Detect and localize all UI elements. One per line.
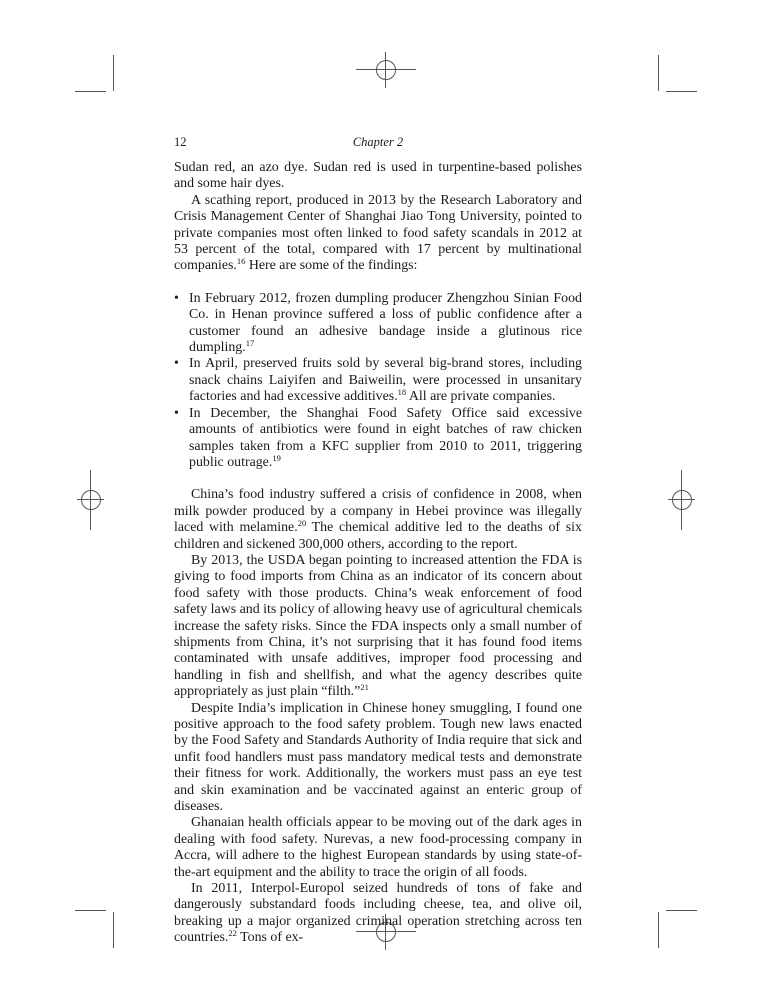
footnote-ref-19: 19 (272, 452, 281, 463)
footnote-ref-17: 17 (245, 338, 255, 349)
crop-mark-bottom-left-vertical (113, 912, 114, 948)
footnote-ref-22: 22 (228, 928, 237, 939)
chapter-title: Chapter 2 (352, 135, 404, 149)
footnote-ref-18: 18 (397, 387, 407, 398)
page-number: 12 (174, 135, 187, 149)
paragraph-1: Sudan red, an azo dye. Sudan red is used in turpentine-based polishes and some hair dyes. (174, 160, 582, 192)
footnote-ref-20: 20 (297, 518, 307, 529)
crop-mark-top-left-vertical (113, 55, 114, 91)
list-item: • In April, preserved fruits sold by several big-brand stores, including snack chains Laiyifen and Baiweilin, were processed in unsanitary factories and had excessive additives.$^{18}$ All are private companies. (174, 356, 582, 405)
footnote-ref-16: 16 (236, 256, 246, 267)
list-item: • In February 2012, frozen dumpling producer Zhengzhou Sinian Food Co. in Henan province suffered a loss of public confidence after a customer found an adhesive bandage inside a glutinous rice dumpling.$^{17}$ (174, 290, 582, 356)
list-item: • In December, the Shanghai Food Safety Office said excessive amounts of antibiotics were found in eight batches of raw chicken samples taken from a KFC supplier from 2010 to 2011, triggering public outrage.$^{19}$ (174, 405, 582, 470)
paragraph-5: Despite India’s implication in Chinese honey smuggling, I found one positive approach to the food safety problem. Tough new laws enacted by the Food Safety and Standards Authority of India require that sick and unfit food handlers must pass mandatory medical tests and demonstrate their fitness for work. Additionally, the workers must pass an eye test and skin examination and be vaccinated against an enteric group of diseases. (174, 700, 582, 815)
footnote-ref-21: 21 (360, 682, 369, 693)
paragraph-4: By 2013, the USDA began pointing to increased attention the FDA is giving to food imports from China as an indicator of its concern about food safety with those products. China’s weak enforcement of food safety laws and its policy of allowing heavy use of agricultural chemicals increase the safety risks. Since the FDA inspects only a small number of shipments from China, it’s not surprising that it has found food items contaminated with unsafe additives, improper food processing and handling in fish and shellfish, and what the agency describes quite appropriately as just plain “filth.”$^{21}$ (174, 552, 582, 700)
page-body (174, 160, 582, 947)
paragraph-6: Ghanaian health officials appear to be moving out of the dark ages in dealing with food safety. Nurevas, a new food-processing company in Accra, will adhere to the highest European standards by using state-of-the-art equipment and the ability to trace the origin of all foods. (174, 815, 582, 880)
crop-mark-top-right-vertical (658, 55, 659, 91)
paragraph-3: China’s food industry suffered a crisis of confidence in 2008, when milk powder produced by a company in Hebei province was illegally laced with melamine.$^{20}$ The chemical additive led to the deaths of six children and sickened 300,000 others, according to the report. (174, 487, 582, 552)
crop-mark-bottom-left-horizontal (75, 910, 106, 911)
crop-mark-bottom-right-vertical (658, 912, 659, 948)
crop-mark-bottom-right-horizontal (666, 910, 697, 911)
findings-list (174, 291, 582, 471)
crop-mark-top-right-horizontal (666, 91, 697, 92)
paragraph-2: A scathing report, produced in 2013 by the Research Laboratory and Crisis Management Center of Shanghai Jiao Tong University, pointed to private companies most often linked to food safety scandals in 2012 at 53 percent of the total, compared with 17 percent by multinational companies.$^{16}$ Here are some of the findings: (174, 192, 582, 274)
paragraph-7: In 2011, Interpol-Europol seized hundreds of tons of fake and dangerously substandard foods including cheese, tea, and olive oil, breaking up a major organized criminal operation stretching across ten countries.$^{22}$ Tons of ex- (174, 881, 582, 946)
crop-mark-top-left-horizontal (75, 91, 106, 92)
